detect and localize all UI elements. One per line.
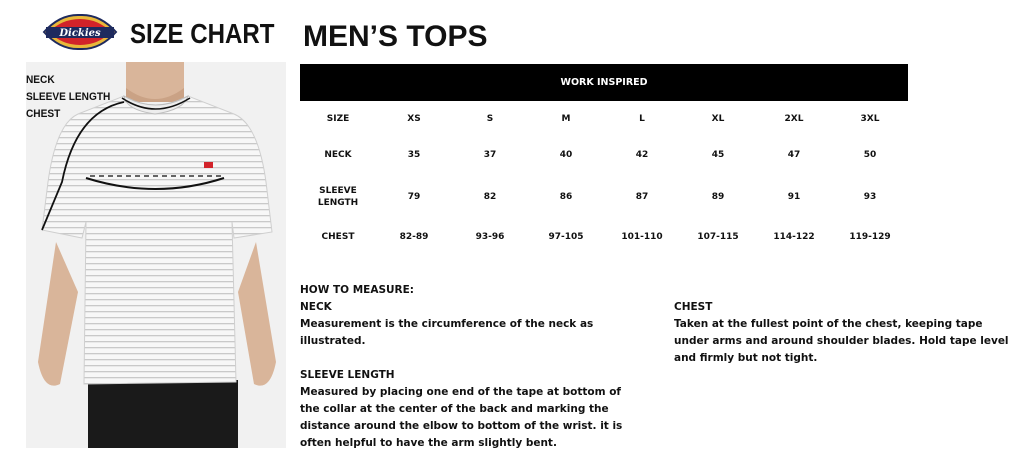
work-inspired-banner: WORK INSPIRED bbox=[300, 64, 908, 101]
table-row bbox=[300, 101, 908, 137]
sleeve-text: Measured by placing one end of the tape at bottom of the collar at the center of the back and marking the distance around the elbow to bottom of the wrist. it is often helpful to have the arm slightly bent. bbox=[300, 386, 623, 449]
table-cell: 2XL bbox=[784, 114, 804, 124]
how-to-measure-heading: HOW TO MEASURE: bbox=[300, 284, 414, 296]
table-cell: M bbox=[561, 114, 571, 124]
table-cell: XS bbox=[407, 114, 421, 124]
logo-text: Dickies bbox=[59, 28, 101, 39]
neck-title: NECK bbox=[300, 301, 332, 313]
photo-label-neck: NECK bbox=[26, 74, 55, 86]
table-cell: 50 bbox=[863, 150, 877, 160]
table-cell: L bbox=[639, 114, 645, 124]
table-cell: 82 bbox=[483, 192, 497, 202]
table-cell: 93 bbox=[863, 192, 877, 202]
how-to-measure-left bbox=[300, 282, 630, 452]
table-cell: 107-115 bbox=[697, 232, 739, 242]
table-cell: 119-129 bbox=[849, 232, 891, 242]
photo-label-sleeve: SLEEVE LENGTH bbox=[26, 91, 111, 103]
table-cell: 35 bbox=[407, 150, 421, 160]
photo-measure-labels bbox=[26, 72, 118, 123]
row-label: SLEEVE LENGTH bbox=[317, 186, 359, 208]
table-row bbox=[300, 221, 908, 253]
table-cell: 97-105 bbox=[548, 232, 584, 242]
table-cell: 87 bbox=[635, 192, 649, 202]
table-cell: 101-110 bbox=[621, 232, 663, 242]
row-label: NECK bbox=[324, 150, 352, 160]
row-label: SIZE bbox=[326, 114, 350, 124]
table-row bbox=[300, 137, 908, 173]
table-cell: 42 bbox=[635, 150, 649, 160]
sleeve-title: SLEEVE LENGTH bbox=[300, 369, 395, 381]
table-cell: 3XL bbox=[860, 114, 880, 124]
neck-text: Measurement is the circumference of the neck as illustrated. bbox=[300, 318, 594, 347]
row-label: CHEST bbox=[321, 232, 355, 242]
table-row bbox=[300, 173, 908, 221]
table-cell: 91 bbox=[787, 192, 801, 202]
pocket-logo-tag bbox=[204, 162, 213, 168]
size-table bbox=[300, 101, 908, 253]
chest-text: Taken at the fullest point of the chest, keeping tape under arms and around shoulder blades. Hold tape level and firmly but not tight. bbox=[674, 318, 1009, 364]
table-cell: 89 bbox=[711, 192, 725, 202]
table-cell: 114-122 bbox=[773, 232, 815, 242]
photo-label-chest: CHEST bbox=[26, 108, 61, 120]
table-cell: 40 bbox=[559, 150, 573, 160]
how-to-measure-right bbox=[674, 299, 1014, 367]
table-cell: 79 bbox=[407, 192, 421, 202]
category-title: MEN’S TOPS bbox=[303, 20, 488, 53]
table-cell: XL bbox=[711, 114, 725, 124]
table-cell: 93-96 bbox=[475, 232, 505, 242]
table-cell: 86 bbox=[559, 192, 573, 202]
table-cell: 47 bbox=[787, 150, 801, 160]
dickies-logo bbox=[40, 12, 120, 52]
table-cell: 82-89 bbox=[399, 232, 429, 242]
table-cell: S bbox=[486, 114, 494, 124]
chest-title: CHEST bbox=[674, 301, 713, 313]
table-cell: 45 bbox=[711, 150, 725, 160]
size-chart-title: SIZE CHART bbox=[130, 18, 275, 49]
table-cell: 37 bbox=[483, 150, 497, 160]
